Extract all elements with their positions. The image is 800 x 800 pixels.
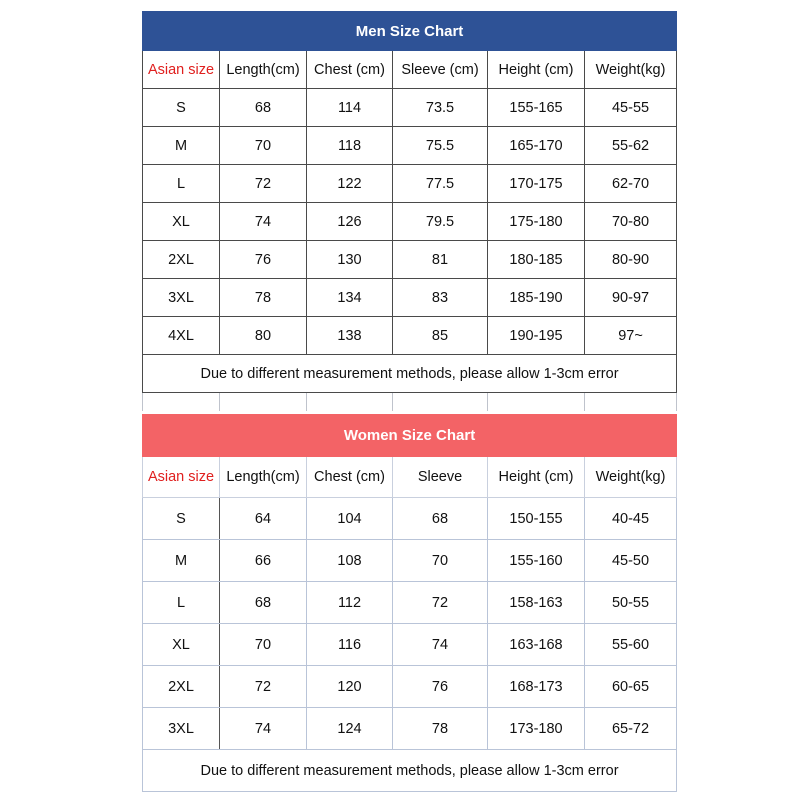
sleeve-cell: 70 xyxy=(393,540,488,582)
table-row xyxy=(143,241,677,279)
table-row xyxy=(143,127,677,165)
spacer-cell xyxy=(307,393,393,412)
size-cell: 3XL xyxy=(143,708,220,750)
height-cell: 155-165 xyxy=(488,89,585,127)
height-cell: 155-160 xyxy=(488,540,585,582)
women-header-row xyxy=(143,457,677,498)
size-cell: S xyxy=(143,89,220,127)
weight-cell: 55-60 xyxy=(585,624,677,666)
men-title-row xyxy=(143,12,677,51)
weight-cell: 45-55 xyxy=(585,89,677,127)
weight-cell: 50-55 xyxy=(585,582,677,624)
length-cell: 78 xyxy=(220,279,307,317)
chest-cell: 114 xyxy=(307,89,393,127)
height-cell: 185-190 xyxy=(488,279,585,317)
size-cell: XL xyxy=(143,624,220,666)
weight-cell: 55-62 xyxy=(585,127,677,165)
women-size-chart xyxy=(142,414,677,792)
length-cell: 68 xyxy=(220,582,307,624)
women-note-row xyxy=(143,750,677,792)
chest-cell: 138 xyxy=(307,317,393,355)
men-measurement-note: Due to different measurement methods, please allow 1-3cm error xyxy=(143,355,677,393)
table-row xyxy=(143,708,677,750)
chest-cell: 134 xyxy=(307,279,393,317)
sleeve-cell: 77.5 xyxy=(393,165,488,203)
chest-cell: 104 xyxy=(307,498,393,540)
table-row xyxy=(143,498,677,540)
spacer-cell xyxy=(393,393,488,412)
men-header-length: Length(cm) xyxy=(220,51,307,89)
men-header-row xyxy=(143,51,677,89)
women-chart-title: Women Size Chart xyxy=(143,415,677,457)
weight-cell: 70-80 xyxy=(585,203,677,241)
height-cell: 165-170 xyxy=(488,127,585,165)
length-cell: 76 xyxy=(220,241,307,279)
size-cell: L xyxy=(143,582,220,624)
size-cell: M xyxy=(143,127,220,165)
table-row xyxy=(143,89,677,127)
men-spacer-row xyxy=(143,393,677,412)
table-row xyxy=(143,624,677,666)
chest-cell: 130 xyxy=(307,241,393,279)
sleeve-cell: 79.5 xyxy=(393,203,488,241)
length-cell: 70 xyxy=(220,624,307,666)
table-row xyxy=(143,279,677,317)
women-header-height: Height (cm) xyxy=(488,457,585,498)
size-cell: L xyxy=(143,165,220,203)
spacer-cell xyxy=(585,393,677,412)
sleeve-cell: 68 xyxy=(393,498,488,540)
chest-cell: 112 xyxy=(307,582,393,624)
length-cell: 72 xyxy=(220,165,307,203)
table-row xyxy=(143,540,677,582)
height-cell: 170-175 xyxy=(488,165,585,203)
size-cell: 4XL xyxy=(143,317,220,355)
weight-cell: 62-70 xyxy=(585,165,677,203)
weight-cell: 90-97 xyxy=(585,279,677,317)
sleeve-cell: 85 xyxy=(393,317,488,355)
men-note-row xyxy=(143,355,677,393)
height-cell: 168-173 xyxy=(488,666,585,708)
men-header-weight: Weight(kg) xyxy=(585,51,677,89)
sleeve-cell: 75.5 xyxy=(393,127,488,165)
men-chart-title: Men Size Chart xyxy=(143,12,677,51)
sleeve-cell: 78 xyxy=(393,708,488,750)
weight-cell: 45-50 xyxy=(585,540,677,582)
size-cell: M xyxy=(143,540,220,582)
table-row xyxy=(143,203,677,241)
size-cell: S xyxy=(143,498,220,540)
women-header-chest: Chest (cm) xyxy=(307,457,393,498)
women-header-asian-size: Asian size xyxy=(143,457,220,498)
height-cell: 163-168 xyxy=(488,624,585,666)
sleeve-cell: 72 xyxy=(393,582,488,624)
spacer-cell xyxy=(143,393,220,412)
length-cell: 68 xyxy=(220,89,307,127)
weight-cell: 60-65 xyxy=(585,666,677,708)
chest-cell: 126 xyxy=(307,203,393,241)
size-cell: 2XL xyxy=(143,666,220,708)
height-cell: 190-195 xyxy=(488,317,585,355)
chest-cell: 124 xyxy=(307,708,393,750)
length-cell: 64 xyxy=(220,498,307,540)
length-cell: 74 xyxy=(220,708,307,750)
length-cell: 66 xyxy=(220,540,307,582)
men-header-chest: Chest (cm) xyxy=(307,51,393,89)
weight-cell: 80-90 xyxy=(585,241,677,279)
sleeve-cell: 74 xyxy=(393,624,488,666)
women-header-weight: Weight(kg) xyxy=(585,457,677,498)
men-header-sleeve: Sleeve (cm) xyxy=(393,51,488,89)
length-cell: 70 xyxy=(220,127,307,165)
length-cell: 72 xyxy=(220,666,307,708)
table-row xyxy=(143,666,677,708)
women-header-sleeve: Sleeve xyxy=(393,457,488,498)
chest-cell: 108 xyxy=(307,540,393,582)
height-cell: 175-180 xyxy=(488,203,585,241)
chest-cell: 116 xyxy=(307,624,393,666)
spacer-cell xyxy=(488,393,585,412)
sleeve-cell: 83 xyxy=(393,279,488,317)
men-header-height: Height (cm) xyxy=(488,51,585,89)
size-cell: XL xyxy=(143,203,220,241)
height-cell: 150-155 xyxy=(488,498,585,540)
length-cell: 74 xyxy=(220,203,307,241)
men-header-asian-size: Asian size xyxy=(143,51,220,89)
sleeve-cell: 81 xyxy=(393,241,488,279)
women-measurement-note: Due to different measurement methods, please allow 1-3cm error xyxy=(143,750,677,792)
table-row xyxy=(143,165,677,203)
table-row xyxy=(143,582,677,624)
size-cell: 3XL xyxy=(143,279,220,317)
women-title-row xyxy=(143,415,677,457)
size-cell: 2XL xyxy=(143,241,220,279)
height-cell: 173-180 xyxy=(488,708,585,750)
height-cell: 180-185 xyxy=(488,241,585,279)
sleeve-cell: 76 xyxy=(393,666,488,708)
chest-cell: 120 xyxy=(307,666,393,708)
table-row xyxy=(143,317,677,355)
weight-cell: 97~ xyxy=(585,317,677,355)
spacer-cell xyxy=(220,393,307,412)
chest-cell: 118 xyxy=(307,127,393,165)
men-size-chart xyxy=(142,11,677,411)
weight-cell: 65-72 xyxy=(585,708,677,750)
length-cell: 80 xyxy=(220,317,307,355)
height-cell: 158-163 xyxy=(488,582,585,624)
weight-cell: 40-45 xyxy=(585,498,677,540)
chest-cell: 122 xyxy=(307,165,393,203)
sleeve-cell: 73.5 xyxy=(393,89,488,127)
women-header-length: Length(cm) xyxy=(220,457,307,498)
